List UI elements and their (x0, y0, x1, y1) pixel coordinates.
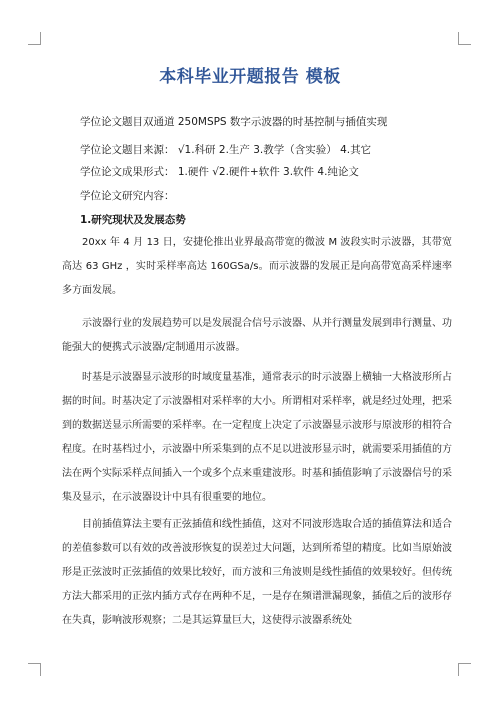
crop-mark-top-right (458, 32, 471, 45)
crop-mark-bottom-left (28, 663, 41, 676)
crop-mark-top-left (28, 32, 41, 45)
paragraph-4: 目前插值算法主要有正弦插值和线性插值，这对不同波形选取合适的插值算法和适合的差值参数可以有效的改善波形恢复的误差过大问题，达到所希望的精度。比如当原始波形是正弦波时正弦插值的效果比较好，而方波和三角波则是线性插值的效果较好。但传统方法大都采用的正弦内插方式存在两种不足，一是存在频谱泄漏现象，插值之后的波形存在失真，影响波形观察；二是其运算量巨大，这使得示波器系统处 (62, 519, 452, 626)
research-content-label: 学位论文研究内容： (80, 190, 175, 202)
paragraph-1: 20xx 年 4 月 13 日，安捷伦推出业界最高带宽的微波 M 波段实时示波器，其带宽高达 63 GHz ，实时采样率高达 160GSa/s。而示波器的发展正是向高带宽高采样速率多方面发展。 (62, 237, 452, 296)
document-title: 本科毕业开题报告 模板 (159, 67, 341, 87)
thesis-title-line: 学位论文题目双通道 250MSPS 数字示波器的时基控制与插值实现 (80, 116, 388, 128)
paragraph-2: 示波器行业的发展趋势可以是发展混合信号示波器、从并行测量发展到串行测量、功能强大的便携式示波器/定制通用示波器。 (62, 318, 452, 353)
paragraph-3: 时基是示波器显示波形的时域度量基准，通常表示的时示波器上横轴一大格波形所占据的时间。时基决定了示波器相对采样率的大小。所谓相对采样率，就是经过处理，把采到的数据送显示所需要的采样率。在一定程度上决定了示波器显示波形与原波形的相符合程度。在时基档过小，示波器中所采集到的点不足以进波形显示时，就需要采用插值的方法在两个实际采样点间插入一个或多个点来重建波形。时基和插值影响了示波器信号的采集及显示，在示波器设计中具有很重要的地位。 (62, 372, 452, 503)
thesis-source-line: 学位论文题目来源： √1.科研 2.生产 3.教学（含实验） 4.其它 (80, 144, 372, 156)
thesis-output-form-line: 学位论文成果形式： 1.硬件 √2.硬件+软件 3.软件 4.纯论文 (80, 166, 359, 178)
crop-mark-bottom-right (458, 663, 471, 676)
section-heading: 1.研究现状及发展态势 (80, 214, 186, 226)
